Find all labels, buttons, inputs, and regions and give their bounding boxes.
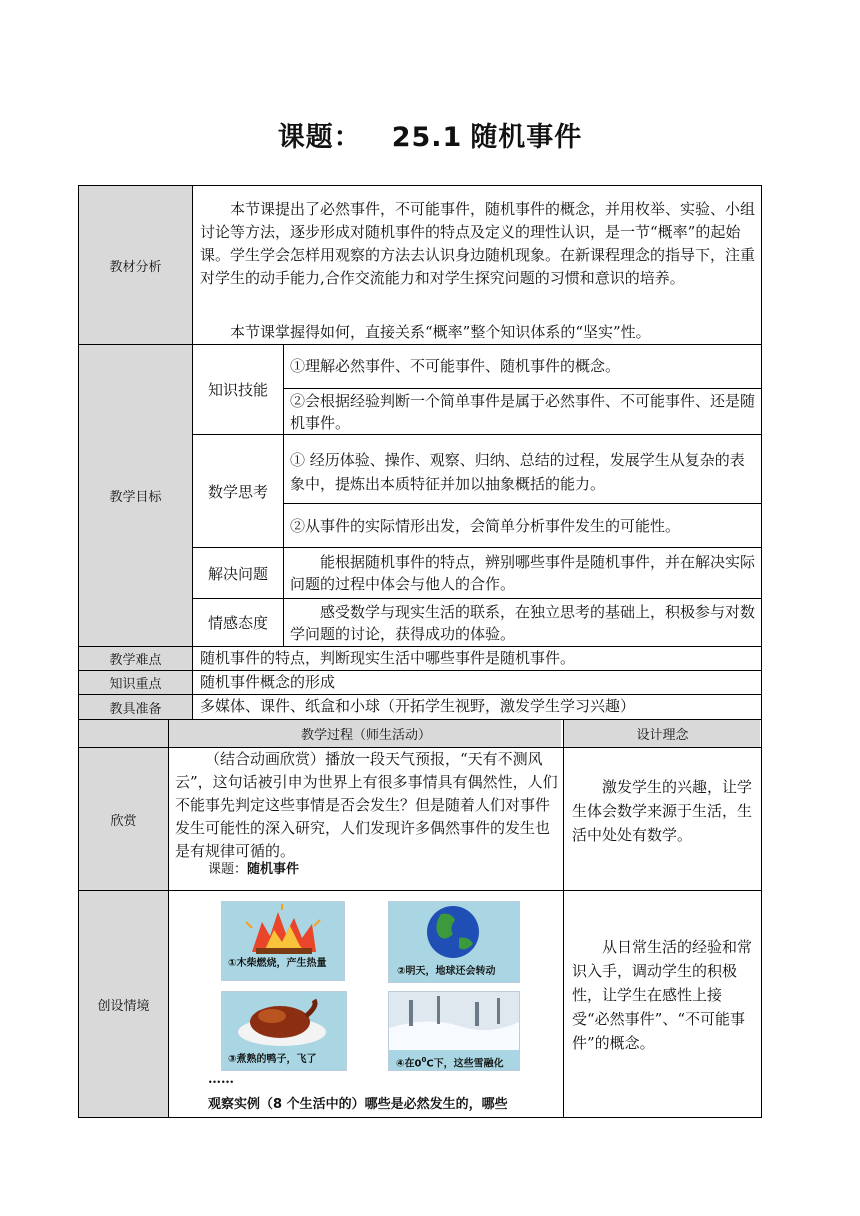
appreciate-text: （结合动画欣赏）播放一段天气预报，“天有不测风云”，这句话被引申为世界上有很多事情具有偶然性，人们不能事先判定这些事情是否会发生？但是随着人们对事件发生可能性的深入研究，人们发现许多偶然事件的发生也是有规律可循的。 [175, 750, 558, 860]
situation-concept: 从日常生活的经验和常识入手，调动学生的积极性，让学生在感性上接受“必然事件”、“不可能事件”的概念。 [572, 938, 753, 1052]
concept-header: 设计理念 [636, 728, 689, 743]
title-prefix: 课题： [277, 122, 362, 153]
ellipsis: …… [208, 1072, 234, 1087]
page-title [0, 115, 860, 154]
material-para1: 本节课提出了必然事件，不可能事件，随机事件的概念，并用枚举、实验、小组讨论等方法，逐步形成对随机事件的特点及定义的理性认识，是一节“概率”的起始课。学生学会怎样用观察的方法去认识身边随机现象。在新课程理念的指导下，注重对学生的动手能力,合作交流能力和对学生探究问题的习惯和意识的培养。 [200, 200, 756, 287]
caption-2: ②明天，地球还会转动 [397, 966, 496, 977]
key-text: 随机事件概念的形成 [200, 673, 336, 691]
appreciate-label: 欣赏 [110, 813, 137, 829]
thinking-item-2: ②从事件的实际情形出发，会简单分析事件发生的可能性。 [290, 517, 681, 535]
topic-name: 随机事件 [247, 862, 300, 877]
tools-label: 教具准备 [109, 701, 162, 717]
thinking-item-1: ① 经历体验、操作、观察、归纳、总结的过程，发展学生从复杂的表象中，提炼出本质特征并加以抽象概括的能力。 [290, 451, 745, 493]
caption-3: ③煮熟的鸭子，飞了 [228, 1054, 317, 1065]
thinking-label: 数学思考 [207, 482, 268, 501]
key-label: 知识重点 [109, 677, 162, 692]
knowledge-item-1: ①理解必然事件、不可能事件、随机事件的概念。 [290, 357, 621, 375]
roast-duck-icon [222, 992, 346, 1050]
knowledge-label: 知识技能 [207, 381, 268, 399]
solving-label: 解决问题 [207, 564, 268, 583]
caption-4-part-a: ④在0 [396, 1058, 422, 1070]
caption-4-sup: 0 [421, 1056, 427, 1064]
observe-text: 观察实例（8 个生活中的）哪些是必然发生的，哪些 [208, 1097, 508, 1112]
emotion-text: 感受数学与现实生活的联系，在独立思考的基础上，积极参与对数学问题的讨论，获得成功的体验。 [290, 603, 756, 643]
difficulty-text: 随机事件的特点，判断现实生活中哪些事件是随机事件。 [200, 649, 576, 667]
fire-icon [222, 902, 344, 958]
emotion-label: 情感态度 [207, 614, 268, 632]
situation-label: 创设情境 [97, 998, 150, 1014]
appreciate-concept: 激发学生的兴趣，让学生体会数学来源于生活，生活中处处有数学。 [572, 778, 753, 844]
snow-scene-icon [389, 992, 519, 1050]
knowledge-item-2: ②会根据经验判断一个简单事件是属于必然事件、不可能事件、还是随机事件。 [290, 392, 756, 432]
difficulty-label: 教学难点 [109, 653, 162, 668]
process-header: 教学过程（师生活动） [300, 728, 431, 743]
solving-text: 能根据随机事件的特点，辨别哪些事件是随机事件，并在解决实际问题的过程中体会与他人的合作。 [290, 553, 756, 593]
caption-1: ①木柴燃烧，产生热量 [228, 958, 327, 969]
appreciate-topic [208, 861, 299, 879]
caption-4-part-b: C下，这些雪融化 [426, 1058, 504, 1070]
earth-icon [389, 902, 519, 962]
goals-label: 教学目标 [109, 490, 162, 505]
title-name: 随机事件 [470, 122, 583, 153]
material-para2: 本节课掌握得如何，直接关系“概率”整个知识体系的“坚实”性。 [230, 323, 651, 341]
material-label: 教材分析 [109, 259, 162, 275]
topic-prefix: 课题： [208, 862, 248, 877]
caption-4 [396, 1054, 518, 1070]
tools-text: 多媒体、课件、纸盒和小球（开拓学生视野，激发学生学习兴趣） [200, 697, 636, 715]
title-number: 25.1 [391, 122, 463, 153]
